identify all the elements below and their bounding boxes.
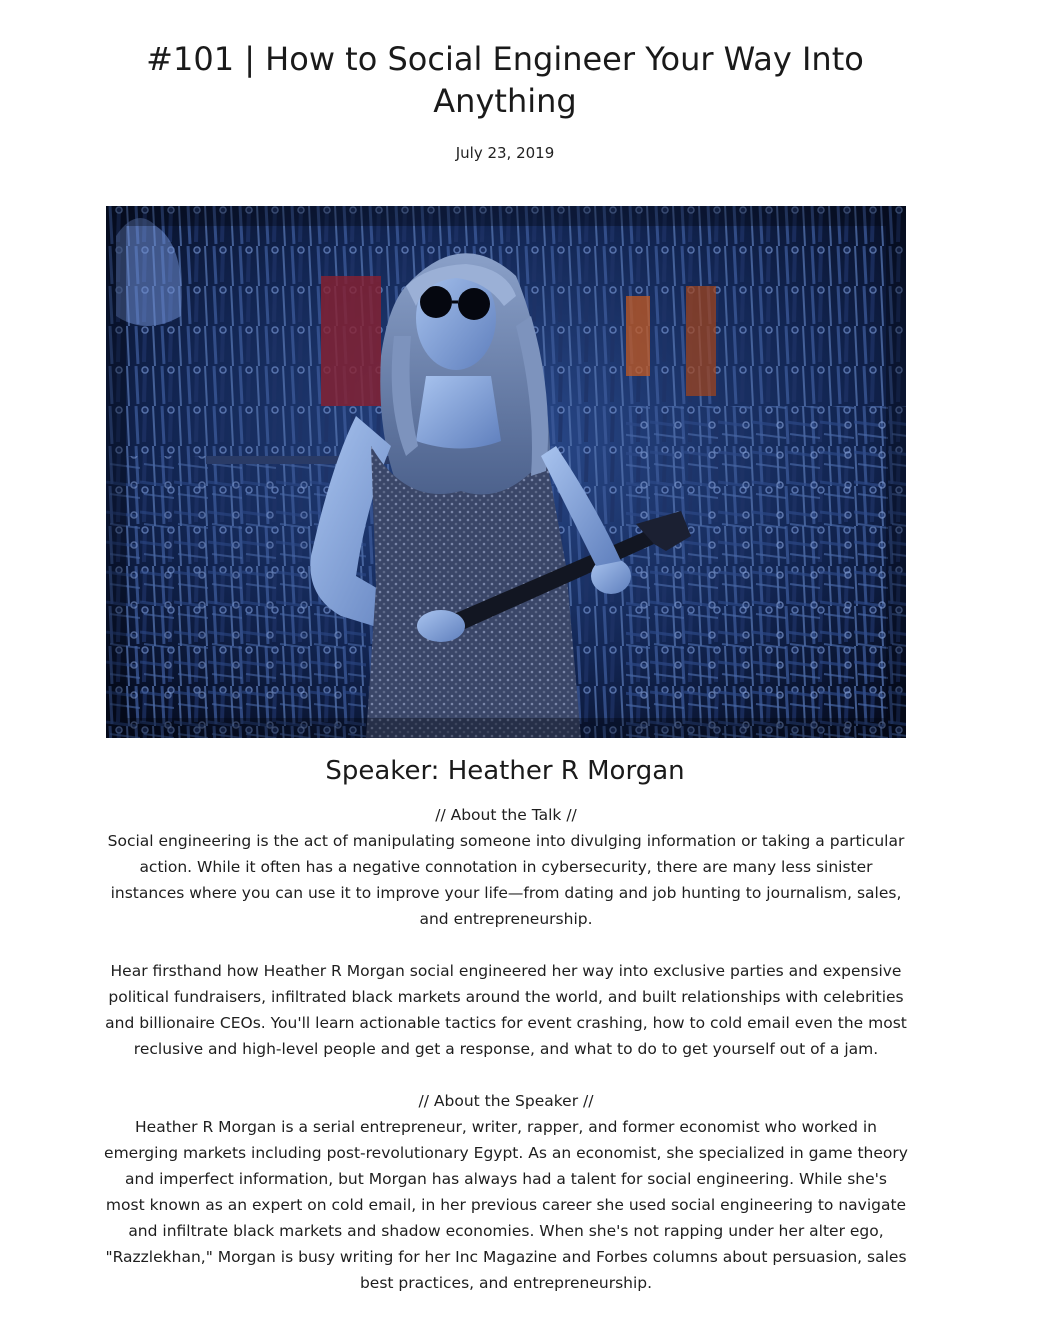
about-speaker-paragraph: Heather R Morgan is a serial entrepreneur, writer, rapper, and former economist who worked in emerging markets including post-revolutionary Egypt. As an economist, she specialized in game theory and imperfect information, but Morgan has always had a talent for social engineering. While she's most known as an expert on cold email, in her previous career she used social engineering to navigate and infiltrate black markets and shadow economies. When she's not rapping under her alter ego, "Razzlekhan," Morgan is busy writing for her Inc Magazine and Forbes columns about persuasion, sales best practices, and entrepreneurship. (104, 1118, 908, 1292)
speaker-photo (106, 206, 906, 738)
about-talk-paragraph-1: Social engineering is the act of manipulating someone into divulging information or taking a particular action. While it often has a negative connotation in cybersecurity, there are many less sinister instances where you can use it to improve your life—from dating and job hunting to journalism, sales, and entrepreneurship. (107, 832, 905, 928)
about-talk-heading: // About the Talk // (435, 806, 577, 824)
speaker-heading: Speaker: Heather R Morgan (325, 756, 685, 786)
about-speaker-heading: // About the Speaker // (418, 1092, 594, 1110)
page-title: #101 | How to Social Engineer Your Way Into Anything (146, 40, 864, 120)
article-body (104, 802, 908, 1296)
publish-date: July 23, 2019 (455, 144, 555, 162)
speaker-photo-icon (106, 206, 906, 738)
about-talk-paragraph-2: Hear firsthand how Heather R Morgan social engineered her way into exclusive parties and expensive political fundraisers, infiltrated black markets around the world, and built relationships with celebrities and billionaire CEOs. You'll learn actionable tactics for event crashing, how to cold email even the most reclusive and high-level people and get a response, and what to do to get yourself out of a jam. (105, 962, 907, 1058)
